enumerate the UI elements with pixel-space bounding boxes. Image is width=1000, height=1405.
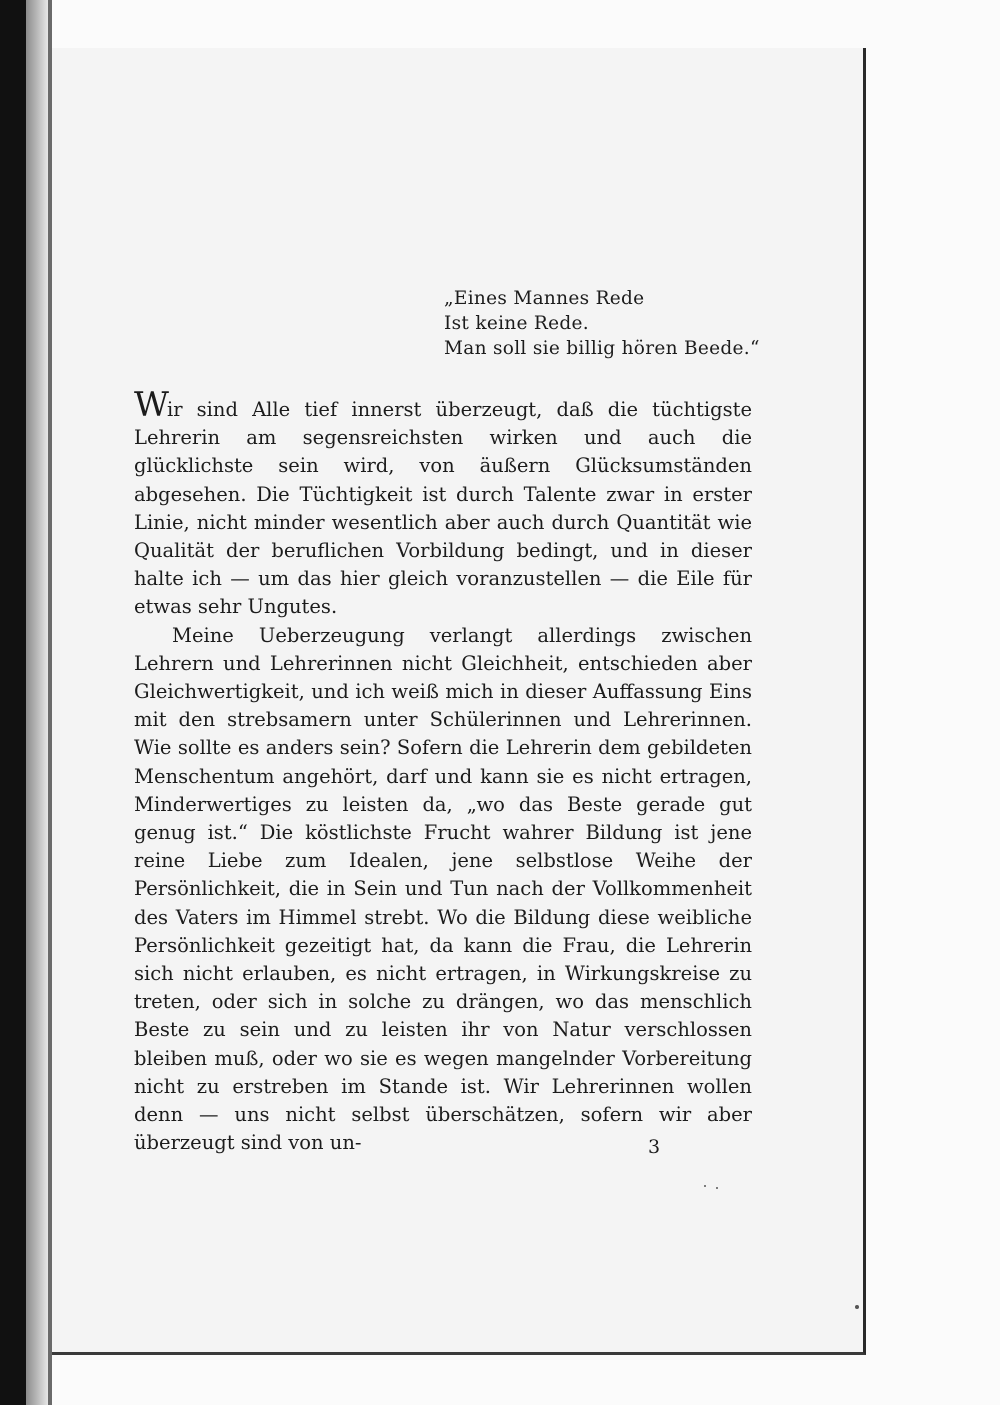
- epigraph-line: „Eines Mannes Rede: [444, 288, 645, 309]
- page-number: 3: [648, 1136, 661, 1158]
- dust-speck: [704, 1185, 706, 1187]
- paragraph-1-text: ir sind Alle tief innerst überzeugt, daß die tüchtigste Lehrerin am segensreichsten wirken und auch die glücklichste sein wird, von äußern Glücksumständen abgesehen. Die Tüchtigkeit ist durch Talente zwar in erster Linie, nicht minder wesentlich aber auch durch Quantität wie Qualität der beruflichen Vorbildung bedingt, und in dieser halte ich — um das hier gleich voranzustellen — die Eile für etwas sehr Ungutes.: [134, 398, 752, 619]
- dust-speck: [855, 1305, 859, 1309]
- book-binding-shadow: [0, 0, 26, 1405]
- initial-letter: W: [134, 385, 167, 425]
- epigraph-line: Man soll sie billig hören Beede.“: [444, 338, 760, 359]
- epigraph-line: Ist keine Rede.: [444, 313, 589, 334]
- book-gutter: [26, 0, 48, 1405]
- body-text: [134, 385, 752, 1157]
- dust-speck: [716, 1187, 718, 1189]
- epigraph: [444, 286, 774, 361]
- paragraph-1: [134, 385, 752, 622]
- paragraph-2: Meine Ueberzeugung verlangt allerdings zwischen Lehrern und Lehrerinnen nicht Gleichheit, entschieden aber Gleichwertigkeit, und ich weiß mich in dieser Auffassung Eins mit den strebsamern unter Schülerinnen und Lehrerinnen. Wie sollte es anders sein? Sofern die Lehrerin dem gebildeten Menschentum angehört, darf und kann sie es nicht ertragen, Minderwertiges zu leisten da, „wo das Beste gerade gut genug ist.“ Die köstlichste Frucht wahrer Bildung ist jene reine Liebe zum Idealen, jene selbstlose Weihe der Persönlichkeit, die in Sein und Tun nach der Vollkommenheit des Vaters im Himmel strebt. Wo die Bildung diese weibliche Persönlichkeit gezeitigt hat, da kann die Frau, die Lehrerin sich nicht erlauben, es nicht ertragen, in Wirkungskreise zu treten, oder sich in solche zu drängen, wo das menschlich Beste zu sein und zu leisten ihr von Natur verschlossen bleiben muß, oder wo sie es wegen mangelnder Vorbereitung nicht zu erstreben im Stande ist. Wir Lehrerinnen wollen denn — uns nicht selbst überschätzen, sofern wir aber überzeugt sind von un-: [134, 623, 752, 1155]
